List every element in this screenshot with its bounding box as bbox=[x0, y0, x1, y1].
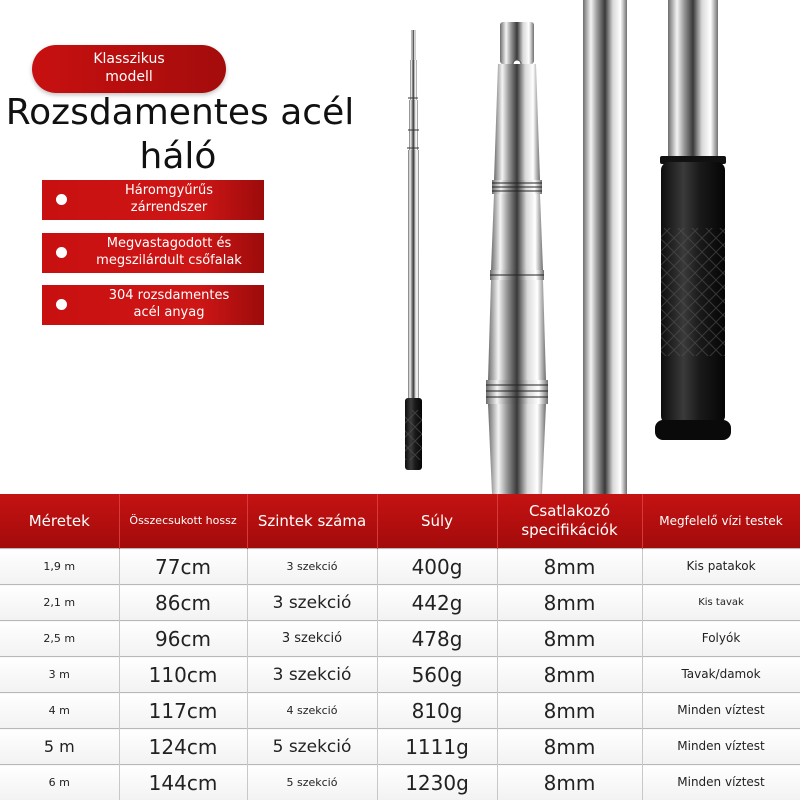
cell-connector: 8mm bbox=[497, 549, 642, 585]
feature-text-line2: acél anyag bbox=[133, 305, 205, 320]
full-rod-icon bbox=[405, 30, 422, 470]
table-header-row bbox=[0, 494, 800, 549]
cell-sections: 3 szekció bbox=[247, 585, 377, 621]
cell-weight: 400g bbox=[377, 549, 497, 585]
table-row bbox=[0, 729, 800, 765]
cell-size: 5 m bbox=[0, 729, 119, 765]
header-weight: Súly bbox=[377, 494, 497, 549]
header-size: Méretek bbox=[0, 494, 119, 549]
cell-water-body: Minden víztest bbox=[642, 765, 800, 800]
header-sections: Szintek száma bbox=[247, 494, 377, 549]
cell-connector: 8mm bbox=[497, 585, 642, 621]
cell-folded-length: 77cm bbox=[119, 549, 247, 585]
cell-sections: 3 szekció bbox=[247, 621, 377, 657]
model-badge bbox=[32, 45, 226, 93]
model-badge-line2: modell bbox=[105, 69, 153, 85]
header-connector: Csatlakozó specifikációk bbox=[497, 494, 642, 549]
table-row bbox=[0, 765, 800, 800]
cell-connector: 8mm bbox=[497, 657, 642, 693]
cell-folded-length: 96cm bbox=[119, 621, 247, 657]
cell-sections: 3 szekció bbox=[247, 549, 377, 585]
cell-water-body: Minden víztest bbox=[642, 693, 800, 729]
cell-connector: 8mm bbox=[497, 765, 642, 800]
cell-size: 1,9 m bbox=[0, 549, 119, 585]
feature-text-line2: zárrendszer bbox=[130, 200, 208, 215]
cell-weight: 442g bbox=[377, 585, 497, 621]
table-row bbox=[0, 549, 800, 585]
product-title-line2: háló bbox=[139, 136, 217, 177]
cell-water-body: Kis patakok bbox=[642, 549, 800, 585]
cell-connector: 8mm bbox=[497, 729, 642, 765]
cell-sections: 3 szekció bbox=[247, 657, 377, 693]
cell-sections: 5 szekció bbox=[247, 765, 377, 800]
cell-connector: 8mm bbox=[497, 621, 642, 657]
feature-text-line1: 304 rozsdamentes bbox=[108, 288, 230, 303]
bullet-dot-icon bbox=[56, 194, 67, 205]
cell-connector: 8mm bbox=[497, 693, 642, 729]
bullet-dot-icon bbox=[56, 247, 67, 258]
rod-joint-closeup-icon bbox=[486, 22, 548, 494]
header-water-bodies: Megfelelő vízi testek bbox=[642, 494, 800, 549]
table-row bbox=[0, 693, 800, 729]
cell-weight: 1230g bbox=[377, 765, 497, 800]
cell-size: 2,5 m bbox=[0, 621, 119, 657]
feature-text-line1: Háromgyűrűs bbox=[125, 183, 213, 198]
cell-size: 4 m bbox=[0, 693, 119, 729]
bullet-dot-icon bbox=[56, 299, 67, 310]
cell-water-body: Minden víztest bbox=[642, 729, 800, 765]
thick-shaft-icon bbox=[583, 0, 627, 494]
feature-text-line1: Megvastagodott és bbox=[106, 236, 232, 251]
cell-size: 6 m bbox=[0, 765, 119, 800]
table-row bbox=[0, 657, 800, 693]
model-badge-line1: Klasszikus bbox=[93, 51, 165, 67]
cell-folded-length: 110cm bbox=[119, 657, 247, 693]
rod-handle-grip-icon bbox=[655, 0, 731, 440]
feature-badge-material bbox=[42, 285, 264, 325]
cell-weight: 560g bbox=[377, 657, 497, 693]
spec-table bbox=[0, 494, 800, 800]
cell-water-body: Kis tavak bbox=[642, 585, 800, 621]
product-rod-illustration bbox=[380, 0, 800, 494]
cell-folded-length: 117cm bbox=[119, 693, 247, 729]
cell-size: 3 m bbox=[0, 657, 119, 693]
feature-badge-walls bbox=[42, 233, 264, 273]
cell-weight: 478g bbox=[377, 621, 497, 657]
cell-water-body: Tavak/damok bbox=[642, 657, 800, 693]
cell-size: 2,1 m bbox=[0, 585, 119, 621]
cell-sections: 5 szekció bbox=[247, 729, 377, 765]
product-title-line1: Rozsdamentes acél bbox=[5, 92, 355, 133]
table-row bbox=[0, 585, 800, 621]
header-folded-length: Összecsukott hossz bbox=[119, 494, 247, 549]
cell-folded-length: 124cm bbox=[119, 729, 247, 765]
cell-weight: 810g bbox=[377, 693, 497, 729]
cell-sections: 4 szekció bbox=[247, 693, 377, 729]
table-row bbox=[0, 621, 800, 657]
cell-folded-length: 144cm bbox=[119, 765, 247, 800]
cell-weight: 1111g bbox=[377, 729, 497, 765]
feature-badge-rings bbox=[42, 180, 264, 220]
feature-text-line2: megszilárdult csőfalak bbox=[96, 253, 242, 268]
cell-folded-length: 86cm bbox=[119, 585, 247, 621]
cell-water-body: Folyók bbox=[642, 621, 800, 657]
